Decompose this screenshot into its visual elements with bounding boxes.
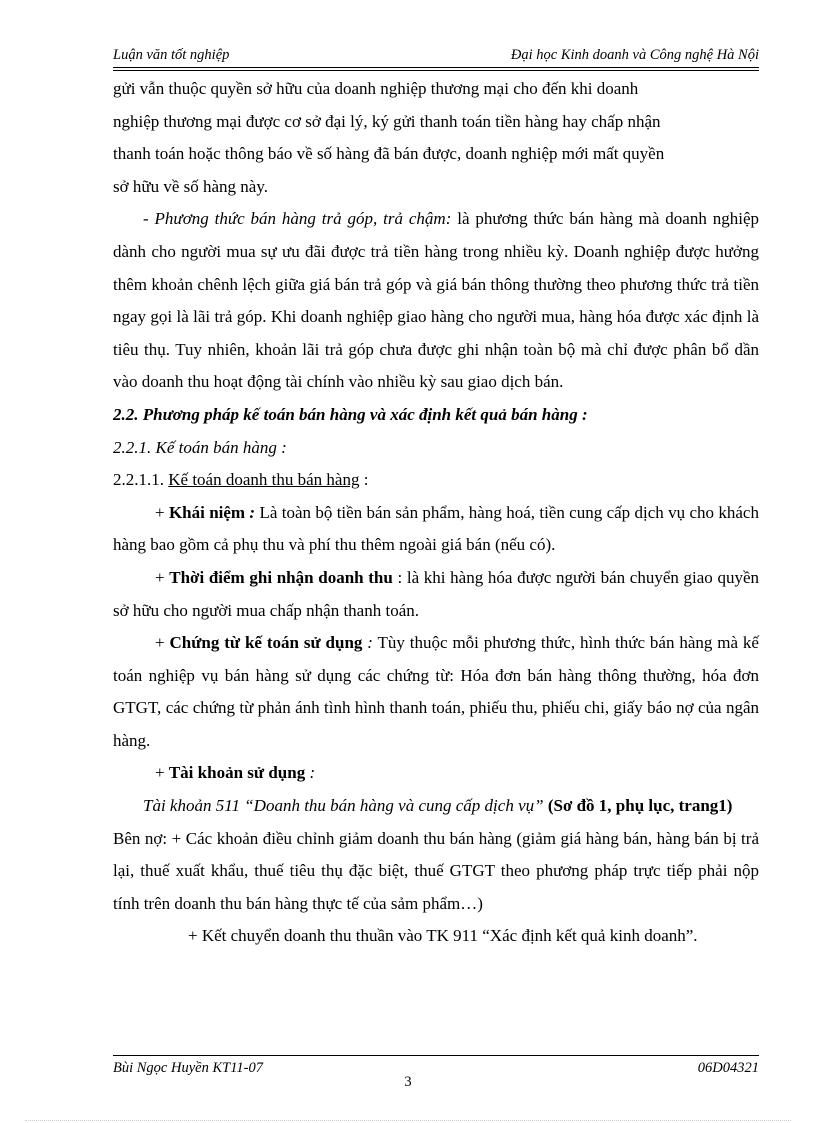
installment-method-text: là phương thức bán hàng mà doanh nghiệp dành cho người mua sự ưu đãi được trả tiền hàng trong nhiều kỳ. Doanh nghiệp được hưởng thêm khoản chênh lệch giữa giá bán trả góp và giá bán thông thường theo phương thức trả tiền ngay gọi là lãi trả góp. Khi doanh nghiệp giao hàng cho người mua, hàng hóa được xác định là tiêu thụ. Tuy nhiên, khoản lãi trả góp chưa được ghi nhận toàn bộ mà chỉ được phân bổ dần vào doanh thu hoạt động tài chính vào nhiều kỳ sau giao dịch bán. (113, 209, 759, 392)
paragraph-accounts (113, 757, 759, 790)
documents-label: Chứng từ kế toán sử dụng (169, 633, 363, 653)
paragraph-installment-sales (113, 203, 759, 399)
bullet-plus: + (155, 567, 170, 587)
paragraph-debit-side: Bên nợ: + Các khoản điều chỉnh giảm doanh thu bán hàng (giảm giá hàng bán, hàng bán bị trả lại, thuế xuất khẩu, thuế tiêu thụ đặc biệt, thuế GTGT theo phương pháp trực tiếp phải nộp tính trên doanh thu bán hàng thực tế của sảm phẩm…) (113, 828, 759, 913)
heading-2-2: 2.2. Phương pháp kế toán bán hàng và xác định kết quả bán hàng : (113, 404, 588, 424)
page-header (113, 47, 759, 67)
account-511-title: Tài khoản 511 “Doanh thu bán hàng và cung cấp dịch vụ” (143, 796, 544, 816)
bullet-plus: + (155, 633, 170, 653)
paragraph-account-511 (113, 790, 759, 823)
concept-label: Khái niệm (168, 502, 246, 522)
footer-author: Bùi Ngọc Huyền KT11-07 (113, 1060, 263, 1076)
accounts-colon: : (305, 763, 316, 783)
bullet-plus: + (155, 763, 169, 783)
footer-student-id: 06D04321 (697, 1060, 759, 1076)
recognition-time-label: Thời điểm ghi nhận doanh thu (169, 567, 393, 587)
documents-colon: : (362, 633, 373, 653)
header-rule-thin (113, 70, 759, 71)
paragraph-line: thanh toán hoặc thông báo về số hàng đã bán được, doanh nghiệp mới mất quyền (113, 144, 665, 164)
page-bottom-edge (25, 1120, 791, 1121)
paragraph-recognition-time (113, 562, 759, 627)
concept-colon: : (245, 502, 256, 522)
paragraph-line: nghiệp thương mại được cơ sở đại lý, ký gửi thanh toán tiền hàng hay chấp nhận (113, 111, 661, 131)
paragraph-line: gửi vẫn thuộc quyền sở hữu của doanh nghiệp thương mại cho đến khi doanh (113, 79, 639, 98)
header-university-name: Đại học Kinh doanh và Công nghệ Hà Nội (510, 47, 759, 63)
paragraph-transfer: + Kết chuyển doanh thu thuần vào TK 911 “Xác định kết quả kinh doanh”. (188, 926, 698, 946)
heading-2-2-1: 2.2.1. Kế toán bán hàng : (113, 437, 287, 457)
documents-text: Tùy thuộc mỗi phương thức, hình thức bán hàng mà kế toán nghiệp vụ bán hàng sử dụng các chứng từ: Hóa đơn bán hàng thông thường, hóa đơn GTGT, các chứng từ phản ánh tình hình thanh toán, phiếu thu, phiếu chi, giấy báo nợ của ngân hàng. (113, 633, 759, 750)
page-number: 3 (404, 1074, 412, 1090)
paragraph-concept (113, 497, 759, 562)
page-body (113, 73, 759, 953)
paragraph-documents (113, 627, 759, 757)
installment-method-label: - Phương thức bán hàng trả góp, trả chậm: (143, 209, 452, 229)
heading-2-2-1-1-title: Kế toán doanh thu bán hàng (168, 470, 360, 490)
heading-2-2-1-1-tail: : (359, 470, 369, 490)
heading-2-2-1-1-number: 2.2.1.1. (113, 470, 169, 490)
header-rule (113, 67, 759, 68)
paragraph-line: sở hữu về số hàng này. (113, 176, 268, 196)
accounts-label: Tài khoản sử dụng (168, 763, 306, 783)
header-thesis-label: Luận văn tốt nghiệp (113, 47, 230, 63)
footer-rule (113, 1055, 759, 1056)
account-511-reference: (Sơ đồ 1, phụ lục, trang1) (543, 796, 733, 816)
bullet-plus: + (155, 502, 169, 522)
recognition-time-text: : là khi hàng hóa được người bán chuyển giao quyền sở hữu cho người mua chấp nhận thanh toán. (113, 567, 759, 620)
heading-2-2-1-1 (113, 464, 759, 497)
concept-text: Là toàn bộ tiền bán sản phẩm, hàng hoá, tiền cung cấp dịch vụ cho khách hàng bao gồm cả phụ thu và phí thu thêm ngoài giá bán (nếu có). (113, 502, 759, 555)
